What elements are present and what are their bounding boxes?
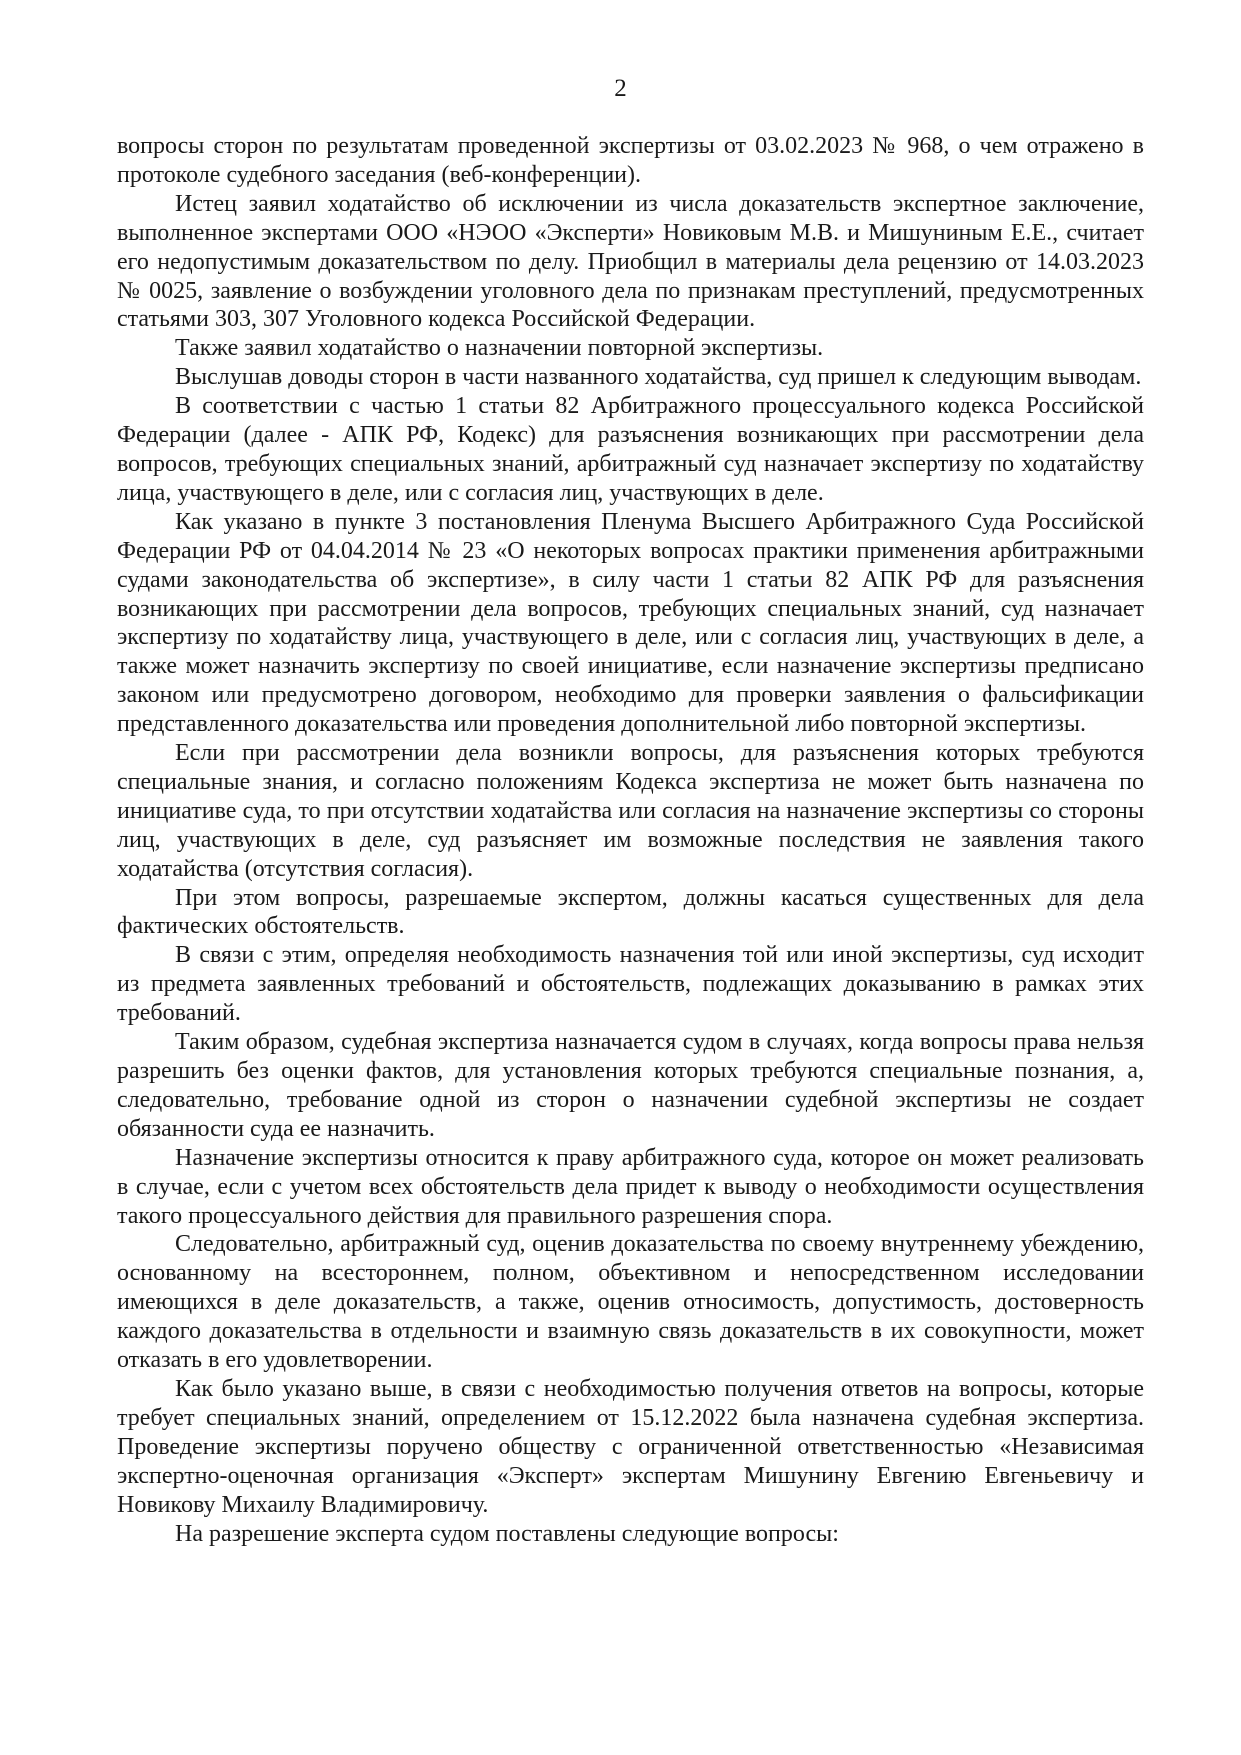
document-body (117, 132, 1144, 1548)
paragraph: В связи с этим, определяя необходимость назначения той или иной экспертизы, суд исходит из предмета заявленных требований и обстоятельств, подлежащих доказыванию в рамках этих требований. (117, 942, 1144, 1027)
paragraph: Таким образом, судебная экспертиза назначается судом в случаях, когда вопросы права нельзя разрешить без оценки фактов, для установления которых требуются специальные познания, а, следовательно, требование одной из сторон о назначении судебной экспертизы не создает обязанности суда ее назначить. (117, 1029, 1144, 1142)
paragraph: Истец заявил ходатайство об исключении из числа доказательств экспертное заключение, выполненное экспертами ООО «НЭОО «Эксперти» Новиковым М.В. и Мишуниным Е.Е., считает его недопустимым доказательством по делу. Приобщил в материалы дела рецензию от 14.03.2023 № 0025, заявление о возбуждении уголовного дела по признакам преступлений, предусмотренных статьями 303, 307 Уголовного кодекса Российской Федерации. (117, 190, 1144, 333)
paragraph: вопросы сторон по результатам проведенной экспертизы от 03.02.2023 № 968, о чем отражено в протоколе судебного заседания (веб-конференции). (117, 133, 1144, 188)
paragraph: Выслушав доводы сторон в части названного ходатайства, суд пришел к следующим выводам. (175, 364, 1142, 391)
paragraph: При этом вопросы, разрешаемые экспертом, должны касаться существенных для дела фактических обстоятельств. (117, 884, 1144, 940)
paragraph: Назначение экспертизы относится к праву арбитражного суда, которое он может реализовать в случае, если с учетом всех обстоятельств дела придет к выводу о необходимости осуществления такого процессуального действия для правильного разрешения спора. (117, 1144, 1144, 1229)
paragraph: Если при рассмотрении дела возникли вопросы, для разъяснения которых требуются специальные знания, и согласно положениям Кодекса экспертиза не может быть назначена по инициативе суда, то при отсутствии ходатайства или согласия на назначение экспертизы со стороны лиц, участвующих в деле, суд разъясняет им возможные последствия не заявления такого ходатайства (отсутствия согласия). (117, 740, 1144, 882)
paragraph: На разрешение эксперта судом поставлены следующие вопросы: (175, 1520, 839, 1547)
page-number: 2 (614, 75, 627, 102)
paragraph: Как указано в пункте 3 постановления Пленума Высшего Арбитражного Суда Российской Федерации РФ от 04.04.2014 № 23 «О некоторых вопросах практики применения арбитражными судами законодательства об экспертизе», в силу части 1 статьи 82 АПК РФ для разъяснения возникающих при рассмотрении дела вопросов, требующих специальных знаний, суд назначает экспертизу по ходатайству лица, участвующего в деле, или с согласия лиц, участвующих в деле, а также может назначить экспертизу по своей инициативе, если назначение экспертизы предписано законом или предусмотрено договором, необходимо для проверки заявления о фальсификации представленного доказательства или проведения дополнительной либо повторной экспертизы. (117, 508, 1144, 738)
paragraph: В соответствии с частью 1 статьи 82 Арбитражного процессуального кодекса Российской Федерации (далее - АПК РФ, Кодекс) для разъяснения возникающих при рассмотрении дела вопросов, требующих специальных знаний, арбитражный суд назначает экспертизу по ходатайству лица, участвующего в деле, или с согласия лиц, участвующих в деле. (117, 393, 1144, 506)
paragraph: Следовательно, арбитражный суд, оценив доказательства по своему внутреннему убеждению, основанному на всестороннем, полном, объективном и непосредственном исследовании имеющихся в деле доказательств, а также, оценив относимость, допустимость, достоверность каждого доказательства в отдельности и взаимную связь доказательств в их совокупности, может отказать в его удовлетворении. (117, 1231, 1144, 1374)
paragraph: Также заявил ходатайство о назначении повторной экспертизы. (175, 335, 824, 362)
paragraph: Как было указано выше, в связи с необходимостью получения ответов на вопросы, которые требует специальных знаний, определением от 15.12.2022 была назначена судебная экспертиза. Проведение экспертизы поручено обществу с ограниченной ответственностью «Независимая экспертно-оценочная организация «Эксперт» экспертам Мишунину Евгению Евгеньевичу и Новикову Михаилу Владимировичу. (117, 1375, 1144, 1518)
